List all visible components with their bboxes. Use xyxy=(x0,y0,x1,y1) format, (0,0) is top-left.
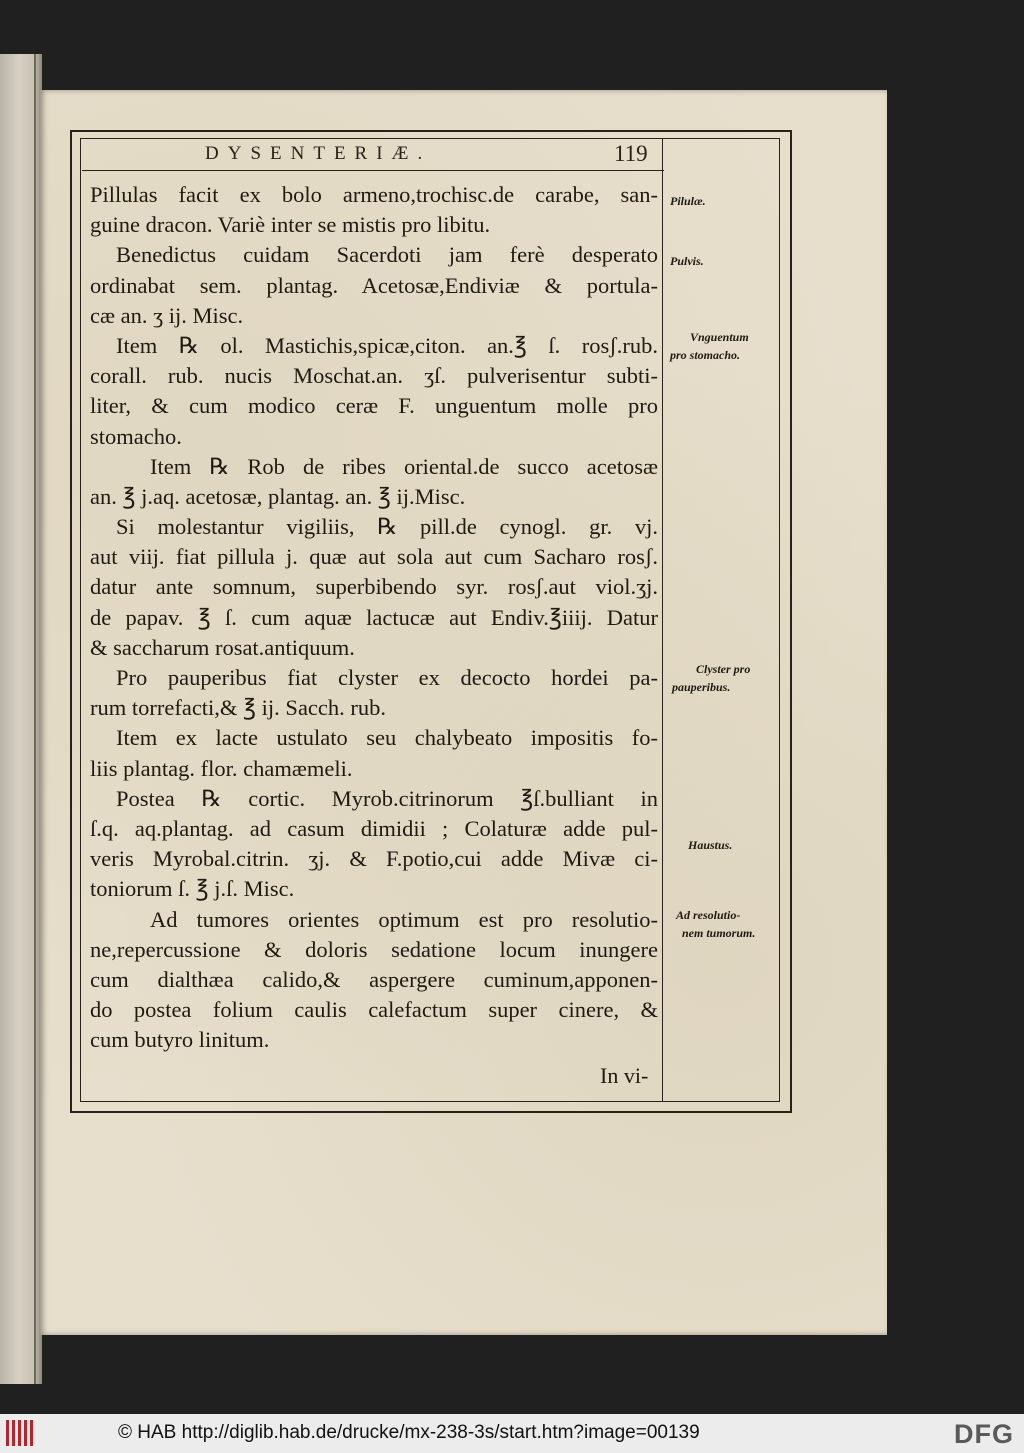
running-title: DYSENTERIÆ. xyxy=(205,143,432,164)
catchword: In vi- xyxy=(600,1063,649,1088)
text-line: Pillulas facit ex bolo armeno,trochisc.de carabe, san- xyxy=(90,182,658,207)
dfg-logo: DFG xyxy=(954,1419,1014,1449)
margin-note-nem-tumorum: nem tumorum. xyxy=(682,926,756,940)
adjacent-page-edge xyxy=(0,54,42,1384)
text-line: datur ante somnum, superbibendo syr. rosʃ.aut viol.ʒj. xyxy=(90,574,658,600)
text-line: guine dracon. Variè inter se mistis pro libitu. xyxy=(90,212,491,238)
text-line: Pro pauperibus fiat clyster ex decocto hordei pa- xyxy=(116,665,658,690)
main-text-block xyxy=(90,180,658,1055)
footer-bar xyxy=(0,1414,1024,1453)
margin-column-rule xyxy=(662,138,663,1102)
text-line: Item ℞ ol. Mastichis,spicæ,citon. an.℥ ſ. rosʃ.rub. xyxy=(116,332,658,358)
text-line: an. ℥ j.aq. acetosæ, plantag. an. ℥ ij.Misc. xyxy=(90,483,466,509)
text-line: do postea folium caulis calefactum super cinere, & xyxy=(90,997,658,1023)
text-line: corall. rub. nucis Moschat.an. ʒſ. pulverisentur subti- xyxy=(90,363,658,389)
footer-copyright-link[interactable]: © HAB http://diglib.hab.de/drucke/mx-238-3s/start.htm?image=00139 xyxy=(118,1422,700,1443)
text-line: aut viij. fiat pillula j. quæ aut sola aut cum Sacharo rosʃ. xyxy=(90,544,658,570)
text-line: cæ an. ʒ ij. Misc. xyxy=(90,302,244,328)
text-line: liis plantag. flor. chamæmeli. xyxy=(90,755,353,781)
text-line: Postea ℞ cortic. Myrob.citrinorum ℥ſ.bulliant in xyxy=(116,785,658,811)
text-line: Si molestantur vigiliis, ℞ pill.de cynogl. gr. vj. xyxy=(116,514,658,540)
text-line: rum torrefacti,& ℥ ij. Sacch. rub. xyxy=(90,695,387,721)
text-line: veris Myrobal.citrin. ʒj. & F.potio,cui adde Mivæ ci- xyxy=(90,846,658,872)
text-line: Ad tumores orientes optimum est pro resolutio- xyxy=(150,906,658,932)
margin-note-pilulae: Pilulæ. xyxy=(670,194,706,208)
text-line: cum butyro linitum. xyxy=(90,1027,270,1053)
text-line: Benedictus cuidam Sacerdoti jam ferè desperato xyxy=(116,242,658,268)
text-line: toniorum ſ. ℥ j.ſ. Misc. xyxy=(90,876,295,902)
text-line: & saccharum rosat.antiquum. xyxy=(90,634,355,660)
text-line: stomacho. xyxy=(90,423,182,449)
margin-note-pro-stomacho: pro stomacho. xyxy=(670,348,741,362)
header-rule xyxy=(82,170,664,171)
margin-note-clyster: Clyster pro xyxy=(696,662,751,676)
text-line: ſ.q. aq.plantag. ad casum dimidii ; Colaturæ adde pul- xyxy=(90,815,658,841)
text-line: ordinabat sem. plantag. Acetosæ,Endiviæ & portula- xyxy=(90,272,658,298)
margin-note-haustus: Haustus. xyxy=(688,838,733,852)
page-number: 119 xyxy=(614,141,648,166)
text-line: Item ℞ Rob de ribes oriental.de succo acetosæ xyxy=(150,453,658,479)
margin-note-ad-resolutionem: Ad resolutio- xyxy=(676,908,741,922)
margin-note-unguentum: Vnguentum xyxy=(690,330,749,344)
text-line: Item ex lacte ustulato seu chalybeato impositis fo- xyxy=(116,725,658,751)
text-line: de papav. ℥ ſ. cum aquæ lactucæ aut Endiv.℥iiij. Datur xyxy=(90,604,658,630)
text-line: ne,repercussione & doloris sedatione locum inungere xyxy=(90,936,658,962)
margin-note-pauperibus: pauperibus. xyxy=(672,680,731,694)
hab-logo-icon xyxy=(6,1420,36,1446)
text-line: cum dialthæa calido,& aspergere cuminum,apponen- xyxy=(90,966,658,992)
margin-note-pulvis: Pulvis. xyxy=(670,254,704,268)
text-line: liter, & cum modico ceræ F. unguentum molle pro xyxy=(90,393,658,419)
